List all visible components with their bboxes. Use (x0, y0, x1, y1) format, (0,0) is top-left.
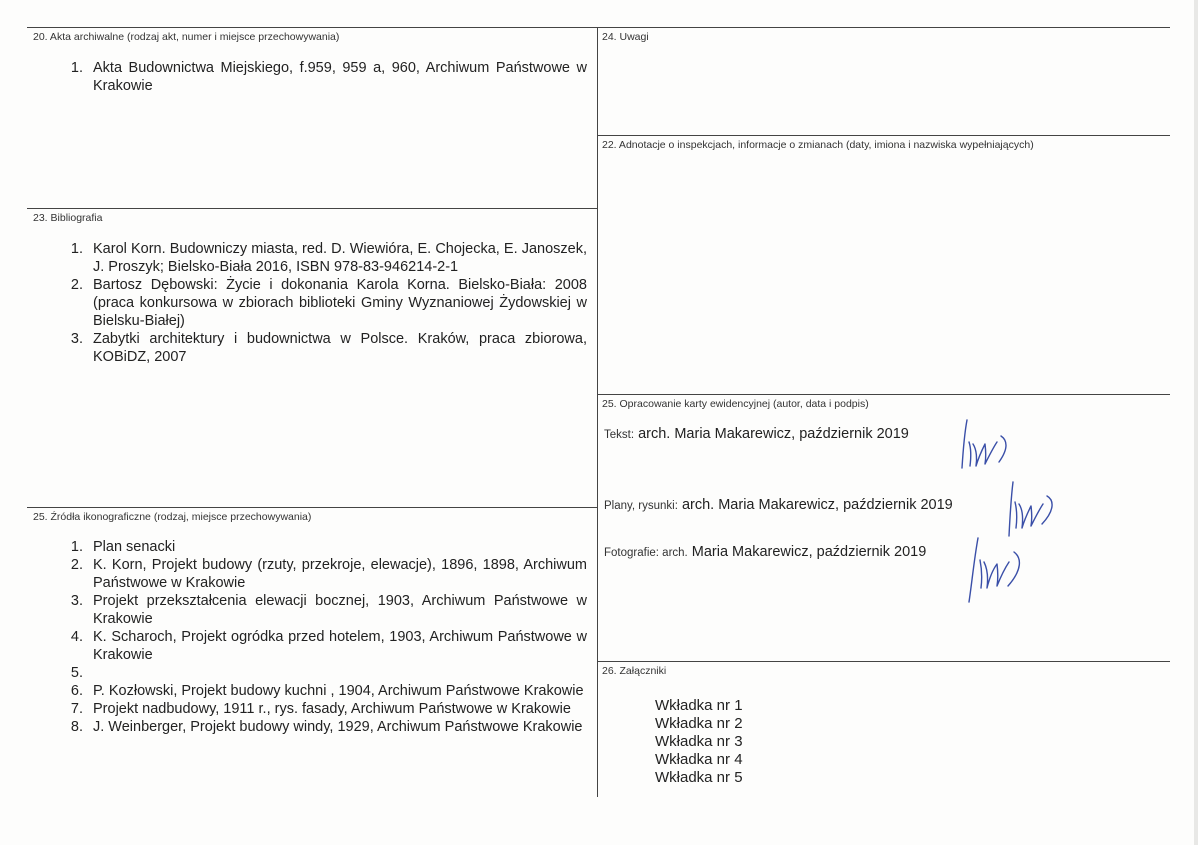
author-row-label: Tekst: (604, 429, 635, 441)
rule-25b (27, 507, 597, 508)
rule-22 (597, 135, 1170, 136)
rule-25a (597, 394, 1170, 395)
rule-center (597, 27, 598, 797)
signature-3 (960, 530, 1030, 606)
list-item: 2. Bartosz Dębowski: Życie i dokonania Karola Korna. Bielsko-Biała: 2008 (praca konkursowa w zbiorach biblioteki Gminy Wyznaniowej Żydowskiej w Bielsku-Białej) (87, 276, 587, 330)
section-20-header: 20. Akta archiwalne (rodzaj akt, numer i miejsce przechowywania) (33, 31, 340, 43)
rule-23 (27, 208, 597, 209)
signature-1 (955, 414, 1015, 472)
author-row-value: arch. Maria Makarewicz, październik 2019 (638, 426, 909, 442)
author-row-value: Maria Makarewicz, październik 2019 (691, 544, 927, 560)
list-item: 3. Zabytki architektury i budownictwa w Polsce. Kraków, praca zbiorowa, KOBiDZ, 2007 (87, 330, 587, 366)
attachment-item: Wkładka nr 4 (655, 751, 743, 768)
attachment-item: Wkładka nr 1 (655, 697, 743, 714)
author-row-label: Plany, rysunki: (604, 500, 678, 512)
section-25b-list (33, 538, 587, 736)
author-row-text (604, 425, 909, 444)
author-row-label: Fotografie: arch. (604, 547, 688, 559)
rule-26 (597, 661, 1170, 662)
section-24-header: 24. Uwagi (602, 31, 649, 43)
list-item: 7. Projekt nadbudowy, 1911 r., rys. fasady, Archiwum Państwowe w Krakowie (87, 700, 587, 718)
list-item: 3. Projekt przekształcenia elewacji bocznej, 1903, Archiwum Państwowe w Krakowie (87, 592, 587, 628)
section-23-list (33, 240, 587, 366)
list-item: 1. Karol Korn. Budowniczy miasta, red. D. Wiewióra, E. Chojecka, E. Janoszek, J. Proszyk; Bielsko-Biała 2016, ISBN 978-83-946214-2-1 (87, 240, 587, 276)
author-row-plans (604, 496, 953, 515)
rule-top (27, 27, 1170, 28)
list-item: 6. P. Kozłowski, Projekt budowy kuchni , 1904, Archiwum Państwowe Krakowie (87, 682, 587, 700)
list-item (87, 664, 587, 682)
list-item: 8. J. Weinberger, Projekt budowy windy, 1929, Archiwum Państwowe Krakowie (87, 718, 587, 736)
author-row-value: arch. Maria Makarewicz, październik 2019 (681, 497, 953, 513)
list-item: 4. K. Scharoch, Projekt ogródka przed hotelem, 1903, Archiwum Państwowe w Krakowie (87, 628, 587, 664)
section-25a-header: 25. Opracowanie karty ewidencyjnej (autor, data i podpis) (602, 398, 869, 410)
attachments-list (655, 697, 743, 787)
attachment-item: Wkładka nr 3 (655, 733, 743, 750)
section-26-header: 26. Załączniki (602, 665, 667, 677)
list-item: 2. K. Korn, Projekt budowy (rzuty, przekroje, elewacje), 1896, 1898, Archiwum Państwowe w Krakowie (87, 556, 587, 592)
section-20-list (33, 59, 587, 95)
page-edge (1194, 0, 1198, 845)
attachment-item: Wkładka nr 5 (655, 769, 743, 786)
list-item: 1. Plan senacki (87, 538, 587, 556)
section-22-header: 22. Adnotacje o inspekcjach, informacje o zmianach (daty, imiona i nazwiska wypełniających) (602, 139, 1034, 151)
section-25b-header: 25. Źródła ikonograficzne (rodzaj, miejsce przechowywania) (33, 511, 312, 523)
section-23-header: 23. Bibliografia (33, 212, 103, 224)
attachment-item: Wkładka nr 2 (655, 715, 743, 732)
list-item: 1. Akta Budownictwa Miejskiego, f.959, 959 a, 960, Archiwum Państwowe w Krakowie (87, 59, 587, 95)
author-row-photos (604, 543, 926, 562)
